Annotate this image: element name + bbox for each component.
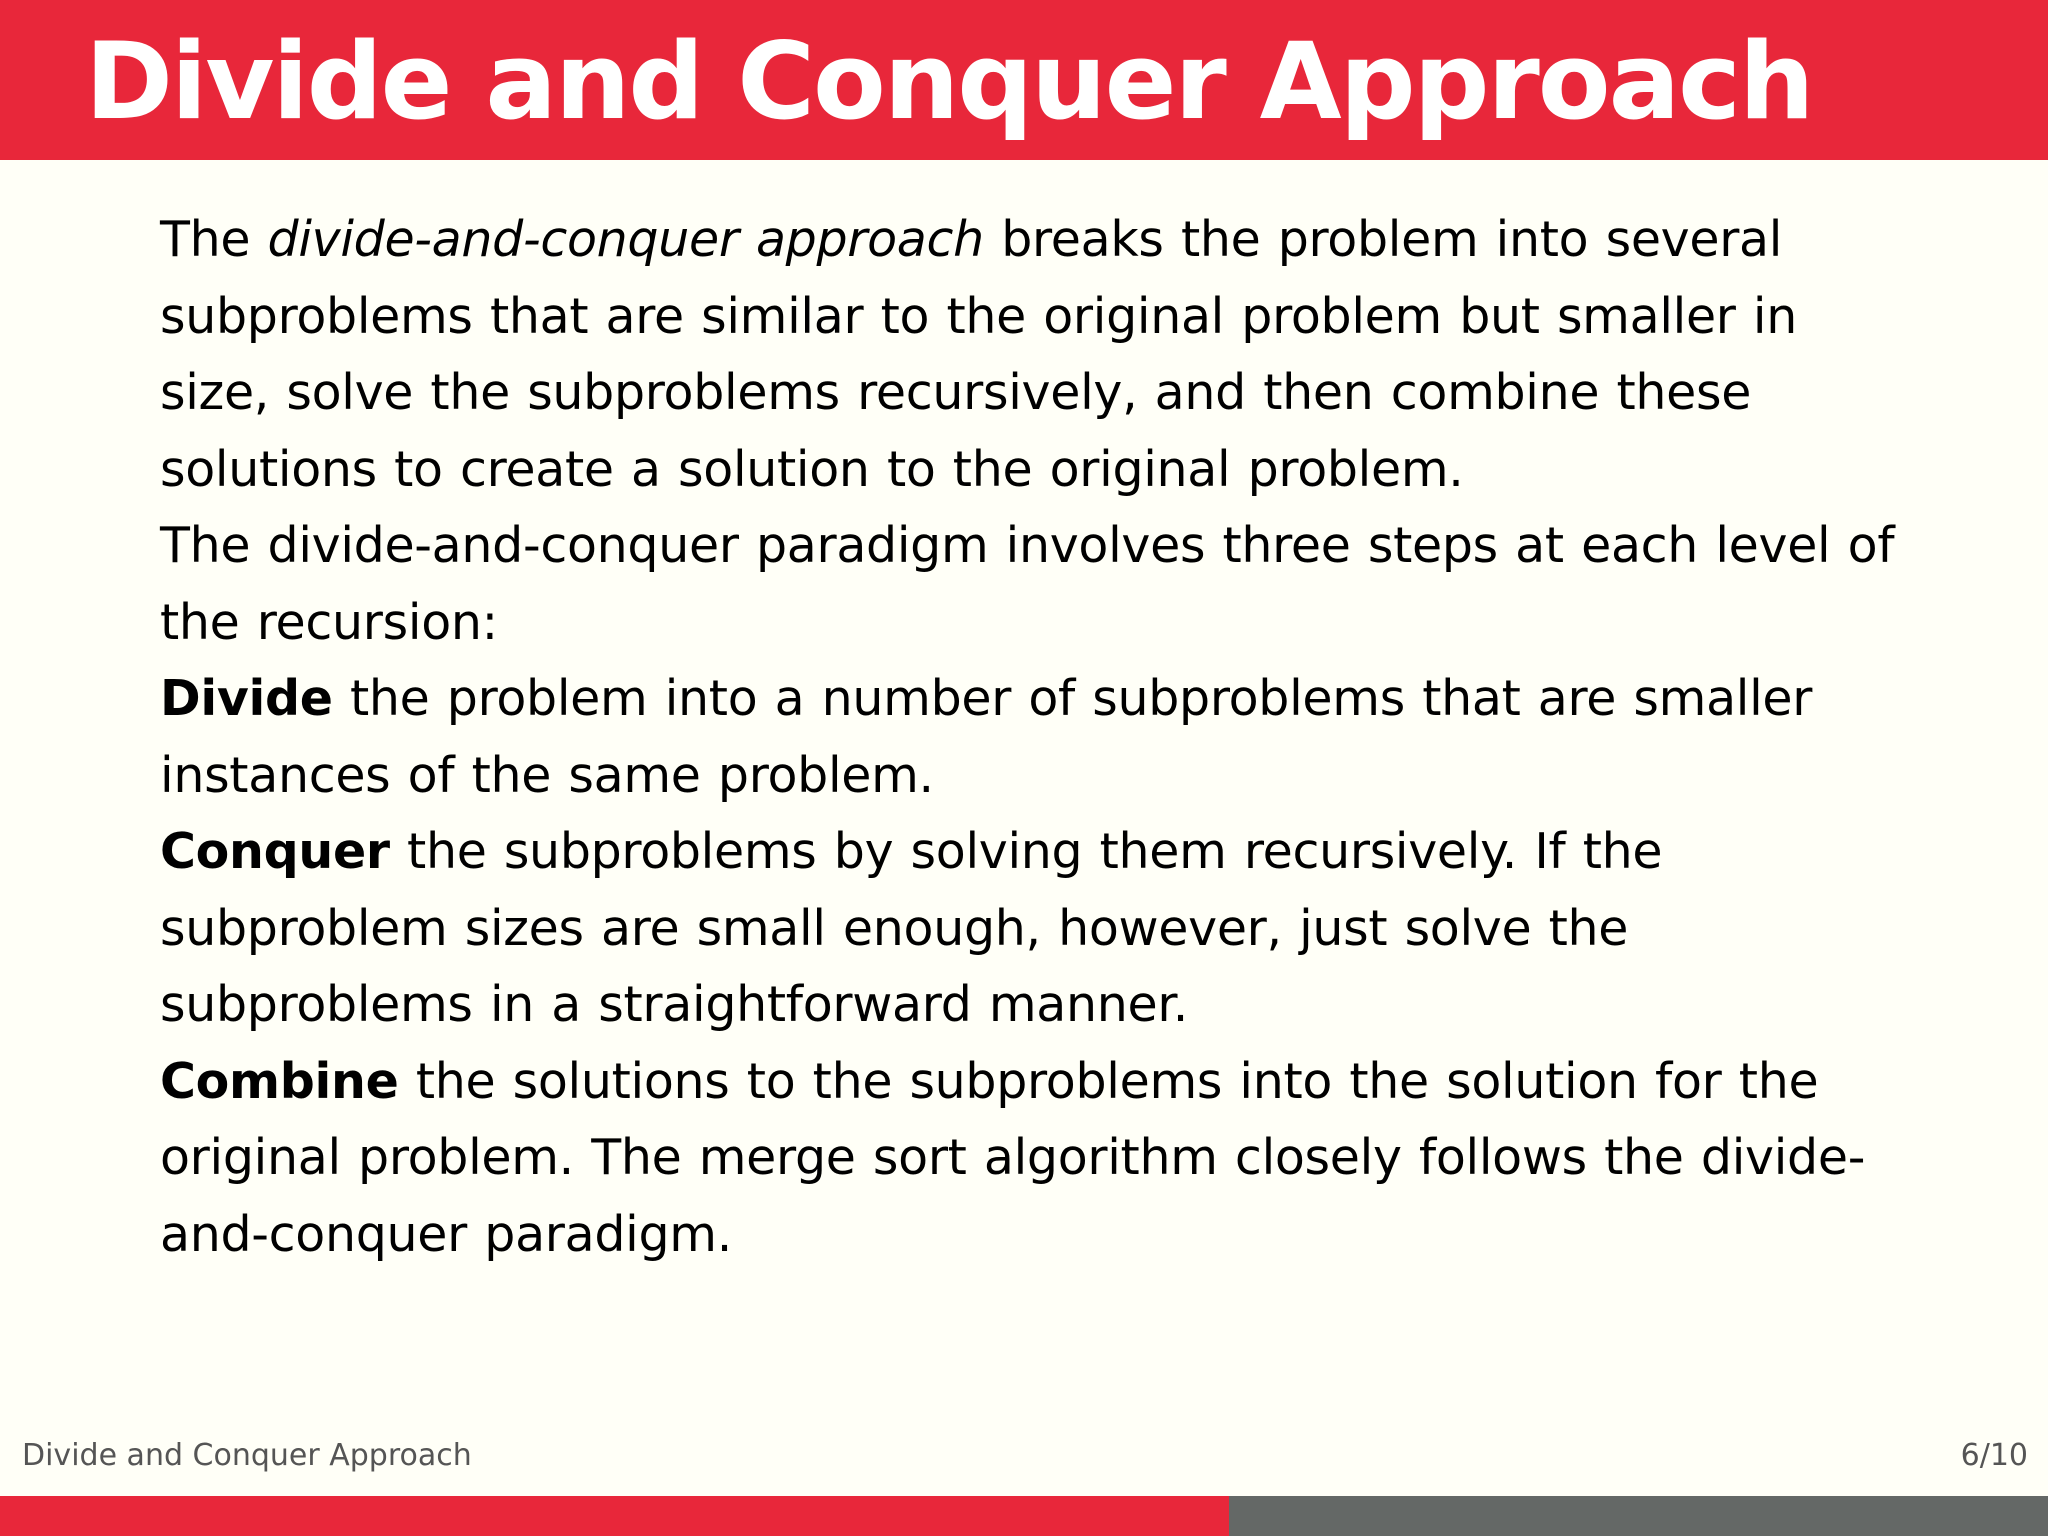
step-conquer-text: the subproblems by solving them recursively. If the subproblem sizes are small enough, however, just solve the subproblems in a straightforward manner.: [160, 823, 1663, 1033]
intro-after: breaks the problem into several subproblems that are similar to the original problem but smaller in size, solve the subproblems recursively, and then combine these solutions to create a solution to the original problem.: [160, 211, 1797, 498]
progress-bar-remaining: [1229, 1496, 2048, 1536]
slide-body: [160, 202, 1920, 1273]
step-conquer-term: Conquer: [160, 823, 390, 880]
intro-emphasis: divide-and-conquer approach: [267, 211, 984, 268]
intro-before: The: [160, 211, 268, 268]
progress-bar-filled: [0, 1496, 1229, 1536]
step-divide-text: the problem into a number of subproblems that are smaller instances of the same problem.: [160, 670, 1813, 804]
step-combine: [160, 1044, 1920, 1274]
step-divide: [160, 661, 1920, 814]
step-divide-term: Divide: [160, 670, 333, 727]
footer-title: Divide and Conquer Approach: [22, 1438, 472, 1473]
page-number: 6/10: [1960, 1438, 2028, 1473]
step-combine-text: the solutions to the subproblems into the solution for the original problem. The merge sort algorithm closely follows the divide-and-conquer paradigm.: [160, 1052, 1866, 1263]
step-conquer: [160, 814, 1920, 1044]
intro-paragraph: [160, 202, 1920, 508]
slide-title: Divide and Conquer Approach: [85, 20, 1813, 143]
paradigm-paragraph: The divide-and-conquer paradigm involves three steps at each level of the recursion:: [160, 517, 1895, 651]
step-combine-term: Combine: [160, 1052, 399, 1110]
title-bar: [0, 0, 2048, 160]
